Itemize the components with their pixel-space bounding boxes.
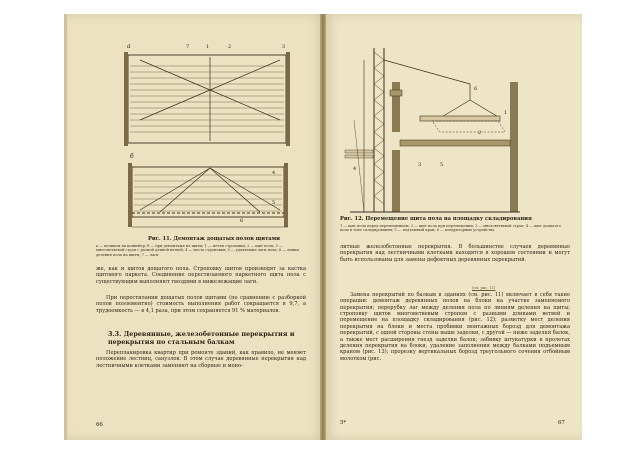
- right-page-number: 67: [558, 420, 565, 426]
- fig11-num-3: 3: [282, 44, 286, 50]
- fig12-num-4: 4: [353, 166, 357, 172]
- right-paragraph-1: литные железобетонные перекрытия. В большинстве случаев деревянные перекрытия над лестничными клетками находятся в хорошем состоянии и могут быть использованы для замены дефектных деревянных перекрытий.: [340, 244, 570, 263]
- figure-11-caption: Рис. 11. Демонтаж дощатых полов щитами: [148, 236, 281, 242]
- fig11-label-b: б: [130, 153, 134, 160]
- fig12-num-3: 3: [418, 162, 422, 168]
- fig11-num-5: 5: [272, 200, 276, 206]
- fig12-num-1: 1: [504, 110, 508, 116]
- fig11-label-a: а: [127, 43, 131, 50]
- signature-mark: 5*: [340, 420, 347, 426]
- section-heading: 3.3. Деревянные, железобетонные перекрытия и перекрытия по стальным балкам: [108, 330, 295, 347]
- right-paragraph-2: Замена перекрытий по балкам в зданиях (см. рис. 11) включает в себя такие операции: демонтаж деревянных полов на блоки на участке заменяемого перекрытия; перерубку лаг между деления пола по линиям деления на щиты; строповку щитов многоветвевым стропом с разными длинами ветвей и перемещение на площадку складирования (рис. 12); разметку мест деления перекрытия на блоки и места пробивки монтажных борозд для демонтажа перекрытий, с одной стороны стены выше заделки, с другой — ниже заделки балок, а также мест расширения гнезд заделки балок; забивку штукатурки в пролетах деления перекрытия на блоки, удаление заполнения между балками подъемным краном (рис. 13); прорезку вертикальных борозд треугольного сечения отбойным молотком (рис.: [340, 292, 570, 362]
- fig12-num-5: 5: [440, 162, 444, 168]
- figure-12-note: 1 — щит пола перед перемещением; 2 — щит пола при перемещении; 3 — многоветвевой строп; 4 — щит дощатого пола в зоне складирования; 5 — подъемный кран; 6 — кондукторные устройства: [340, 224, 562, 233]
- figure-12-caption: Рис. 12. Перемещение щита пола на площадку складирования: [340, 216, 532, 222]
- fig11-num-6: 6: [240, 218, 244, 224]
- figure-reference: (см. рис. 11): [472, 286, 496, 290]
- fig12-num-2: 2: [478, 130, 482, 136]
- left-paragraph-1: же, как и щитов дощатого пола. Строповку щитов производят за кастка щитового паркета. Соединение перестилаемого паркетного щита пола с существующим выполняют гвоздями в нижележащие лаги.: [96, 266, 306, 285]
- left-section-paragraph: Перепланировка квартир при ремонте зданий, как правило, не меняет положение лестниц, санузлов. В этом случае деревянные перекрытия над лестничными клетками заменяют на сборные и моно-: [96, 350, 306, 369]
- left-paragraph-2: При перестилании дощатых полов щитами (по сравнению с разборкой полов поэлементно) стоимость выполнения работ сокращается в 9,7, а трудоемкость — в 4,1 раза, при этом сохраняется 91 % материалов.: [96, 295, 306, 314]
- figure-11-note: а — целиком на конвейер; б — при демонтаже на щиты; 1 — петли строповки; 2 — щит пола; 3 — многоветвевой строп с разной длиной ветвей; 4 — места строповки; 5 — удаляемые лаги пола; 6 — линии деления пола на щиты; 7 — лаги: [96, 244, 299, 257]
- fig11-num-1: 1: [206, 44, 210, 50]
- fig11-num-7: 7: [186, 44, 190, 50]
- fig11-num-4: 4: [272, 170, 276, 176]
- fig12-num-6: 6: [474, 86, 478, 92]
- fig11-num-2: 2: [228, 44, 232, 50]
- left-page-number: 66: [96, 422, 103, 428]
